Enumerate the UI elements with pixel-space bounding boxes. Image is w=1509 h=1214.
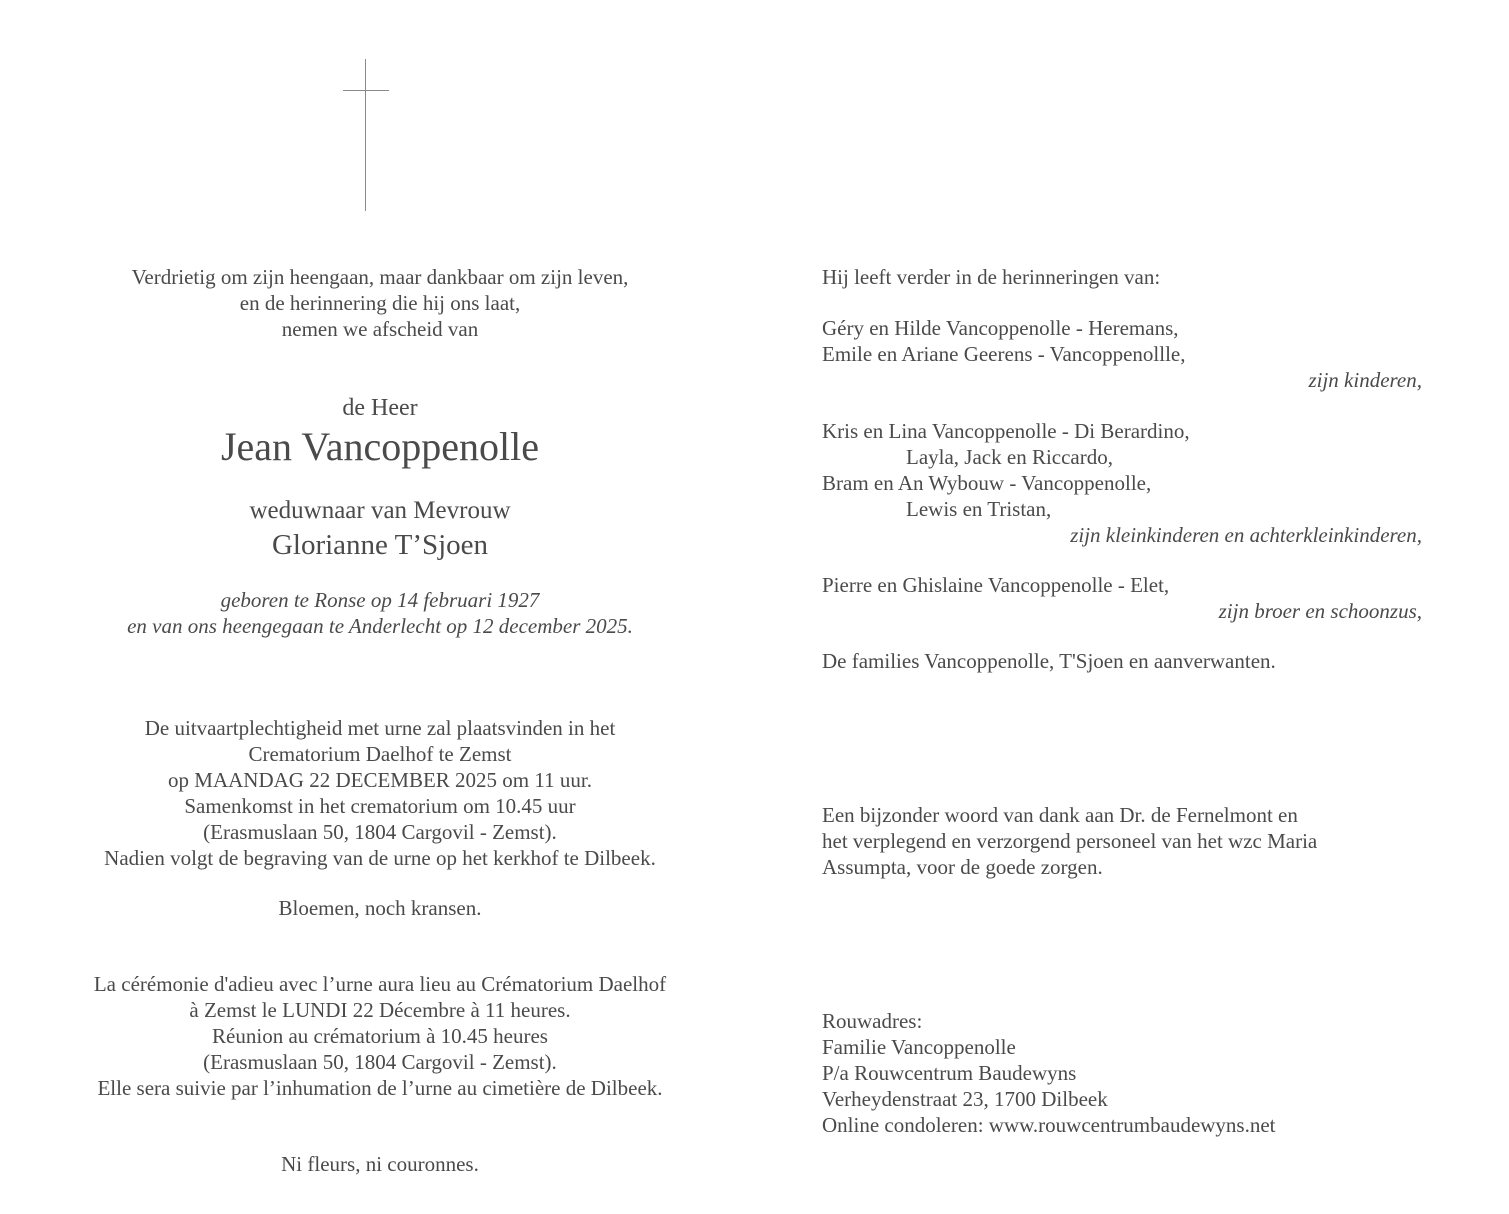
ceremony-dutch	[40, 715, 720, 871]
family-line: Lewis en Tristan,	[906, 497, 1052, 521]
ceremony-french	[40, 971, 720, 1101]
thanks-line: het verplegend en verzorgend personeel van het wzc Maria	[822, 829, 1318, 853]
intro-text	[40, 264, 720, 342]
siblings-group	[822, 572, 1422, 624]
ceremony-line: (Erasmuslaan 50, 1804 Cargovil - Zemst).	[203, 820, 557, 844]
intro-line: en de herinnering die hij ons laat,	[239, 291, 521, 315]
ceremony-line: La cérémonie d'adieu avec l’urne aura lieu au Crématorium Daelhof	[93, 972, 667, 996]
family-line: Pierre en Ghislaine Vancoppenolle - Elet,	[822, 573, 1170, 597]
ceremony-line: Elle sera suivie par l’inhumation de l’urne au cimetière de Dilbeek.	[97, 1076, 663, 1100]
family-line: Bram en An Wybouw - Vancoppenolle,	[822, 471, 1152, 495]
address-line: Verheydenstraat 23, 1700 Dilbeek	[822, 1087, 1108, 1111]
ceremony-line: à Zemst le LUNDI 22 Décembre à 11 heures.	[189, 998, 571, 1022]
address-line: P/a Rouwcentrum Baudewyns	[822, 1061, 1077, 1085]
flowers-note-french	[40, 1151, 720, 1177]
thanks-note	[822, 802, 1422, 880]
ceremony-line: Crematorium Daelhof te Zemst	[248, 742, 512, 766]
cross-vertical-bar	[365, 59, 366, 211]
passed-line: en van ons heengegaan te Anderlecht op 12 december 2025.	[127, 614, 633, 638]
flowers-note-dutch	[40, 895, 720, 921]
ceremony-line: (Erasmuslaan 50, 1804 Cargovil - Zemst).	[203, 1050, 557, 1074]
address-label: Rouwadres:	[822, 1009, 923, 1033]
ceremony-line: Réunion au crématorium à 10.45 heures	[212, 1024, 548, 1048]
thanks-line: Een bijzonder woord van dank aan Dr. de Fernelmont en	[822, 803, 1298, 827]
family-line: Géry en Hilde Vancoppenolle - Heremans,	[822, 316, 1179, 340]
grandchildren-group	[822, 418, 1422, 548]
ceremony-line: De uitvaartplechtigheid met urne zal plaatsvinden in het	[144, 716, 616, 740]
children-group	[822, 315, 1422, 393]
relation-label: zijn kinderen,	[1308, 368, 1422, 392]
intro-line: Verdrietig om zijn heengaan, maar dankbaar om zijn leven,	[131, 265, 629, 289]
ceremony-line: Samenkomst in het crematorium om 10.45 uur	[184, 794, 576, 818]
born-line: geboren te Ronse op 14 februari 1927	[220, 588, 540, 612]
families-text: De families Vancoppenolle, T'Sjoen en aanverwanten.	[822, 649, 1276, 673]
widow-of-label: weduwnaar van Mevrouw	[249, 497, 511, 524]
family-line: Layla, Jack en Riccardo,	[906, 445, 1113, 469]
families-line	[822, 648, 1422, 674]
address-line: Familie Vancoppenolle	[822, 1035, 1016, 1059]
ceremony-line: op MAANDAG 22 DECEMBER 2025 om 11 uur.	[168, 768, 592, 792]
lives-on-heading	[822, 264, 1422, 290]
flowers-line: Ni fleurs, ni couronnes.	[281, 1152, 479, 1176]
flowers-line: Bloemen, noch kransen.	[278, 896, 482, 920]
spouse-name: Glorianne T’Sjoen	[271, 529, 489, 561]
mourning-address	[822, 1008, 1422, 1138]
family-line: Emile en Ariane Geerens - Vancoppenollle,	[822, 342, 1186, 366]
ceremony-line: Nadien volgt de begraving van de urne op het kerkhof te Dilbeek.	[104, 846, 656, 870]
thanks-line: Assumpta, voor de goede zorgen.	[822, 855, 1103, 879]
cross-horizontal-bar	[343, 90, 389, 91]
deceased-name: Jean Vancoppenolle	[220, 424, 540, 469]
birth-death-info	[40, 587, 720, 639]
relation-label: zijn broer en schoonzus,	[1218, 599, 1422, 623]
relation-label: zijn kleinkinderen en achterkleinkinderen,	[1070, 523, 1422, 547]
intro-line: nemen we afscheid van	[281, 317, 479, 341]
deceased-title: de Heer	[342, 395, 418, 421]
family-line: Kris en Lina Vancoppenolle - Di Berardino,	[822, 419, 1190, 443]
lives-on-line: Hij leeft verder in de herinneringen van:	[822, 265, 1161, 289]
online-condolence-line: Online condoleren: www.rouwcentrumbaudewyns.net	[822, 1113, 1276, 1137]
